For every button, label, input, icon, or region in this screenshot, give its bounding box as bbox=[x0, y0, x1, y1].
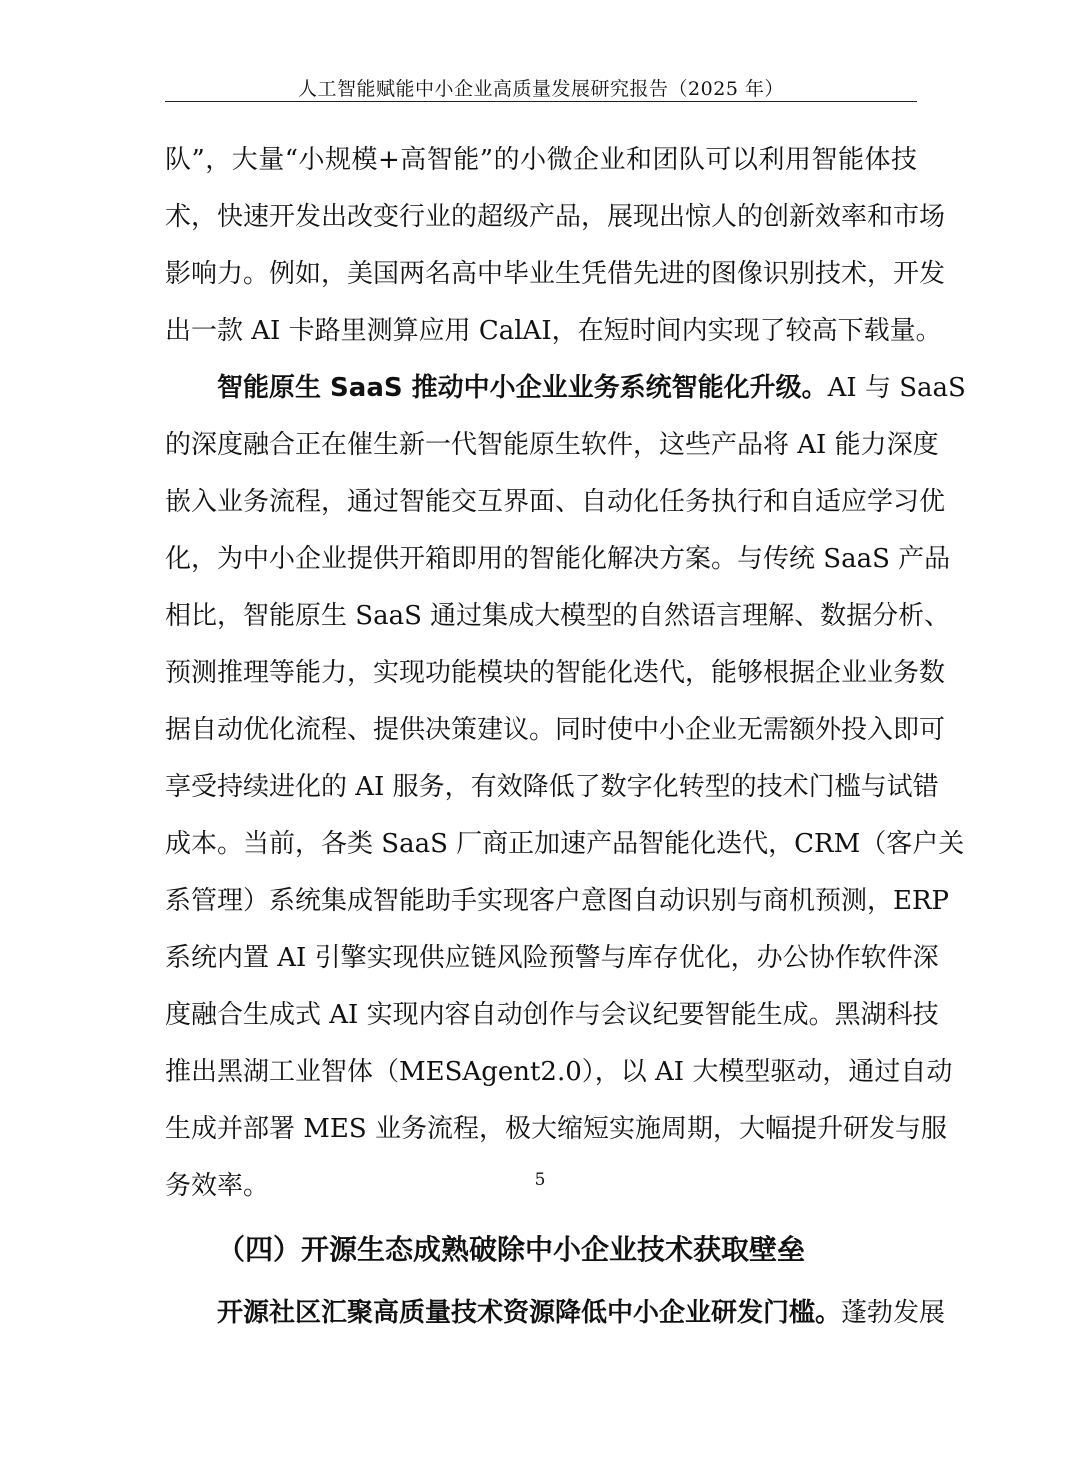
paragraph-text: AI 与 SaaS bbox=[827, 373, 966, 403]
text-line: 享受持续进化的 AI 服务，有效降低了数字化转型的技术门槛与试错 bbox=[165, 772, 939, 802]
text-line: 术，快速开发出改变行业的超级产品，展现出惊人的创新效率和市场 bbox=[165, 202, 946, 232]
text-line bbox=[165, 1285, 946, 1342]
page-body bbox=[165, 132, 966, 1342]
page-header: 人工智能赋能中小企业高质量发展研究报告（2025 年） bbox=[298, 78, 784, 100]
text-line: 成本。当前，各类 SaaS 厂商正加速产品智能化迭代，CRM（客户关 bbox=[165, 829, 965, 859]
text-line: 度融合生成式 AI 实现内容自动创作与会议纪要智能生成。黑湖科技 bbox=[165, 1000, 939, 1030]
text-line: 影响力。例如，美国两名高中毕业生凭借先进的图像识别技术，开发 bbox=[165, 259, 946, 289]
section-heading: （四）开源生态成熟破除中小企业技术获取壁垒 bbox=[217, 1233, 806, 1266]
paragraph-lead: 智能原生 SaaS 推动中小企业业务系统智能化升级。 bbox=[217, 373, 828, 403]
paragraph-saas bbox=[165, 360, 966, 1215]
text-line: 系管理）系统集成智能助手实现客户意图自动识别与商机预测，ERP bbox=[165, 886, 950, 916]
text-line: 系统内置 AI 引擎实现供应链风险预警与库存优化，办公协作软件深 bbox=[165, 943, 939, 973]
text-line: 预测推理等能力，实现功能模块的智能化迭代，能够根据企业业务数 bbox=[165, 658, 946, 688]
text-line: 出一款 AI 卡路里测算应用 CalAI，在短时间内实现了较高下载量。 bbox=[165, 316, 942, 346]
text-line: 据自动优化流程、提供决策建议。同时使中小企业无需额外投入即可 bbox=[165, 715, 946, 745]
text-line: 的深度融合正在催生新一代智能原生软件，这些产品将 AI 能力深度 bbox=[165, 430, 939, 460]
text-line: 务效率。 bbox=[165, 1171, 270, 1201]
header-divider bbox=[165, 101, 917, 102]
paragraph-lead: 开源社区汇聚高质量技术资源降低中小企业研发门槛。 bbox=[217, 1298, 842, 1328]
page-number: 5 bbox=[534, 1170, 546, 1190]
text-line: 化，为中小企业提供开箱即用的智能化解决方案。与传统 SaaS 产品 bbox=[165, 544, 951, 574]
text-line: 队”，大量“小规模+高智能”的小微企业和团队可以利用智能体技 bbox=[165, 145, 917, 175]
text-line bbox=[165, 360, 966, 417]
paragraph-open-source bbox=[165, 1285, 946, 1342]
text-line: 生成并部署 MES 业务流程，极大缩短实施周期，大幅提升研发与服 bbox=[165, 1114, 947, 1144]
paragraph-text: 蓬勃发展 bbox=[841, 1298, 946, 1328]
text-line: 嵌入业务流程，通过智能交互界面、自动化任务执行和自适应学习优 bbox=[165, 487, 946, 517]
text-line: 推出黑湖工业智体（MESAgent2.0），以 AI 大模型驱动，通过自动 bbox=[165, 1057, 953, 1087]
paragraph-continued bbox=[165, 132, 946, 360]
text-line: 相比，智能原生 SaaS 通过集成大模型的自然语言理解、数据分析、 bbox=[165, 601, 951, 631]
